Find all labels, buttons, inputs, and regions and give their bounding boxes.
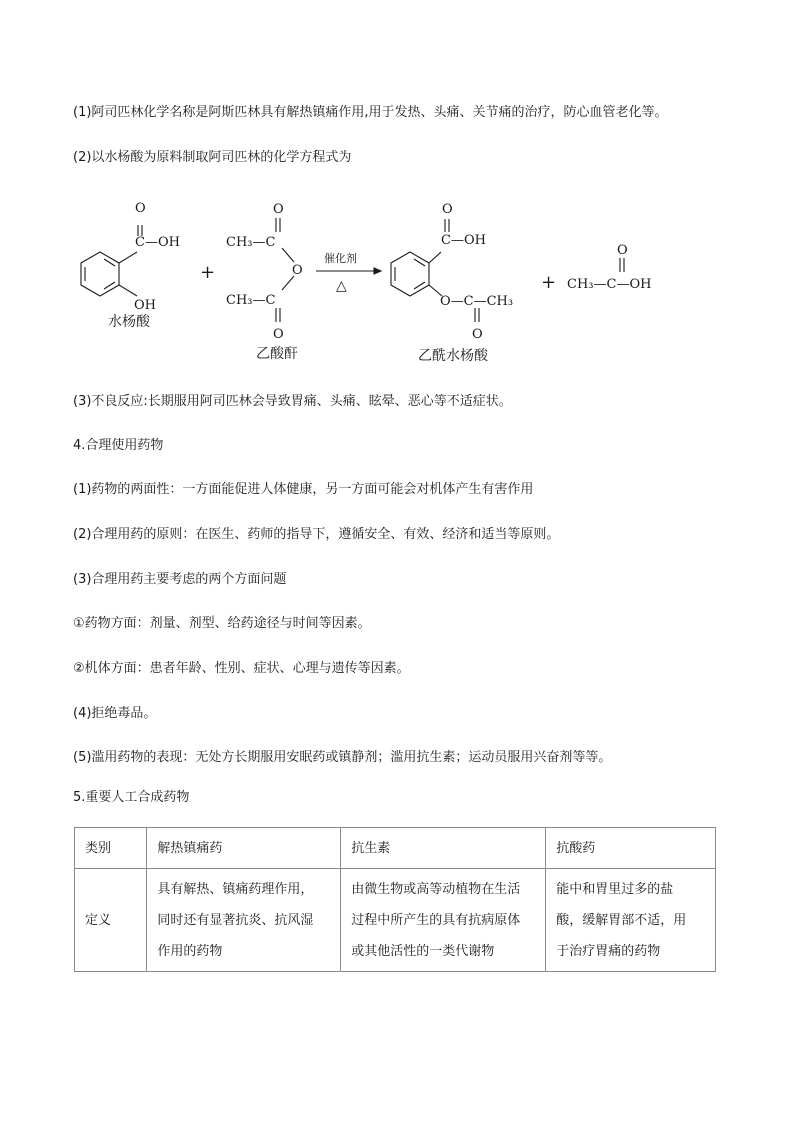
para-body-aspect: ②机体方面：患者年龄、性别、症状、心理与遗传等因素。 [73,661,410,676]
cell-line: 能中和胃里过多的盐 [556,881,674,897]
anhydride-bridge-o: O [292,263,303,278]
cell-line: 同时还有显著抗炎、抗风湿 [157,912,314,928]
cell-line: 过程中所产生的具有抗病原体 [351,912,521,928]
acetic-acid-formula: CH₃—C—OH [567,277,652,292]
table-header-antacid: 抗酸药 [546,828,716,869]
acetic-acid-o: O [617,243,628,258]
heat-symbol: △ [336,278,347,294]
synthetic-drugs-table [74,827,716,972]
salicylic-acid-structure [81,225,142,296]
salicylic-acid-label: 水杨酸 [108,314,150,330]
anhydride-bottom-ch3c: CH₃—C [226,293,276,308]
table-row-label: 定义 [75,869,147,972]
para-refuse-drugs: (4)拒绝毒品。 [73,706,157,721]
table-header-row [75,828,716,869]
para-side-effects: (3)不良反应:长期服用阿司匹林会导致胃痛、头痛、眩晕、恶心等不适症状。 [73,394,512,409]
para-drug-duality: (1)药物的两面性：一方面能促进人体健康，另一方面可能会对机体产生有害作用 [73,482,534,497]
table-cell-antacid [546,869,716,972]
cell-line: 酸，缓解胃部不适，用 [556,912,687,928]
para-equation-intro: (2)以水杨酸为原料制取阿司匹林的化学方程式为 [73,150,352,165]
plus-sign-2: + [541,272,557,293]
reaction-equation [70,192,690,372]
cell-line: 作用的药物 [157,943,223,959]
product-ester-o: O [472,327,483,342]
salicylic-cooh: C—OH [135,235,180,250]
cell-line: 具有解热、镇痛药理作用， [157,881,314,897]
acetylsalicylic-acid-label: 乙酰水杨酸 [418,348,488,364]
table-cell-antibiotic [341,869,546,972]
product-carbonyl-o: O [442,202,453,217]
para-two-aspects: (3)合理用药主要考虑的两个方面问题 [73,572,287,587]
cell-line: 或其他活性的一类代谢物 [351,943,495,959]
table-header-category: 类别 [75,828,147,869]
cell-line: 由微生物或高等动植物在生活 [351,881,521,897]
para-drug-abuse: (5)滥用药物的表现：无处方长期服用安眠药或镇静剂；滥用抗生素；运动员服用兴奋剂等等。 [73,750,612,765]
anhydride-bottom-o: O [273,327,284,342]
para-principles: (2)合理用药的原则：在医生、药师的指导下，遵循安全、有效、经济和适当等原则。 [73,527,560,542]
anhydride-top-ch3c: CH₃—C [226,235,276,250]
catalyst-label: 催化剂 [324,252,357,265]
table-cell-analgesic [147,869,341,972]
reaction-arrow [316,268,381,274]
salicylic-carbonyl-o: O [135,201,146,216]
section-heading-rational-drug-use: 4.合理使用药物 [73,438,164,453]
salicylic-oh: OH [134,298,156,313]
para-drug-aspect: ①药物方面：剂量、剂型、给药途径与时间等因素。 [73,616,371,631]
product-ester: O—C—CH₃ [440,294,514,309]
plus-sign-1: + [200,262,216,283]
acetic-acid-structure [620,258,624,272]
product-cooh: C—OH [441,233,486,248]
table-header-analgesic: 解热镇痛药 [147,828,341,869]
acetic-anhydride-label: 乙酸酐 [256,346,298,362]
table-row [75,869,716,972]
table-header-antibiotic: 抗生素 [341,828,546,869]
cell-line: 于治疗胃痛的药物 [556,943,661,959]
anhydride-top-o: O [273,202,284,217]
section-heading-synthetic-drugs: 5.重要人工合成药物 [73,790,190,805]
para-aspirin-intro: (1)阿司匹林化学名称是阿斯匹林具有解热镇痛作用,用于发热、头痛、关节痛的治疗，防心血管老化等。 [73,105,668,120]
